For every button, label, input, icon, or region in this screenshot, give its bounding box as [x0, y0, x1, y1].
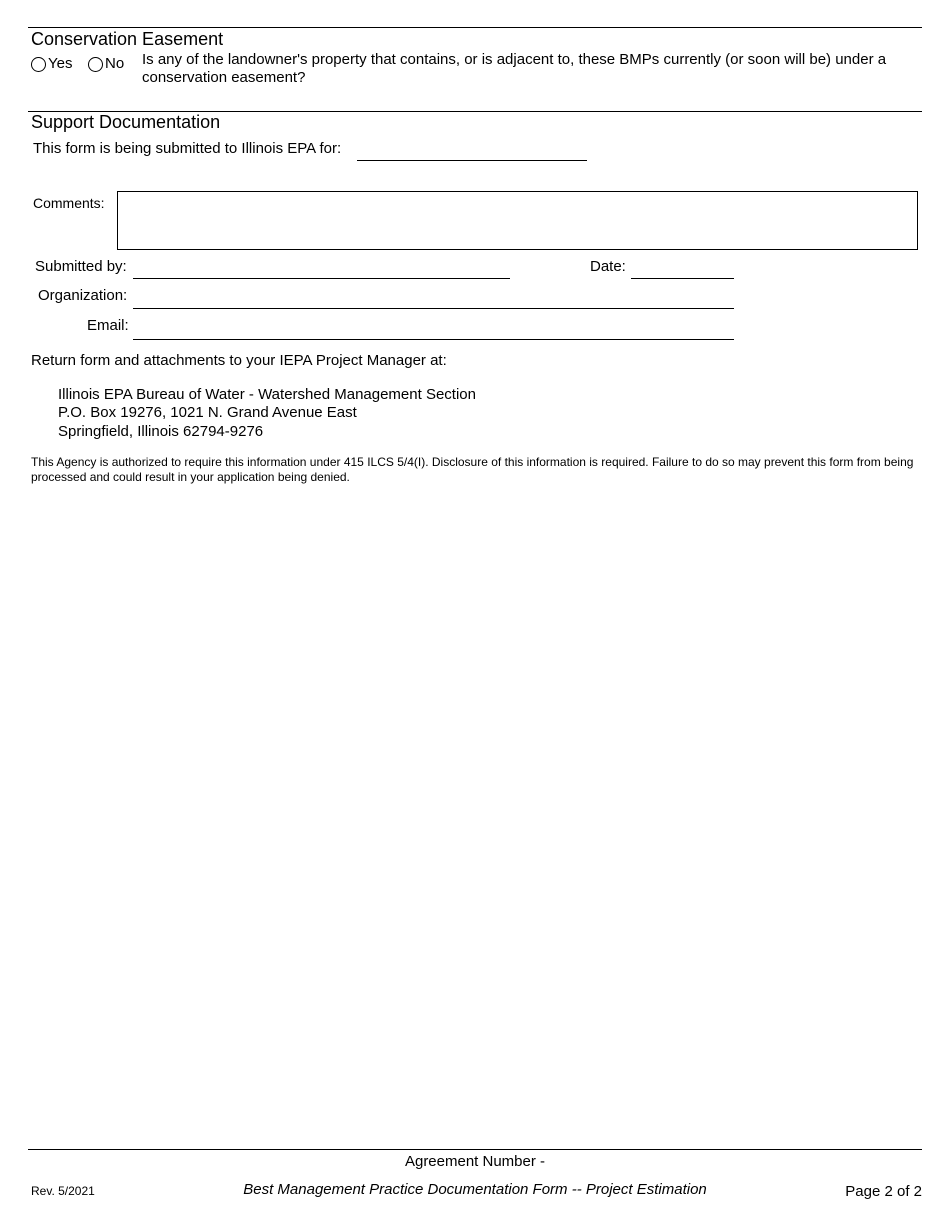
address-line-3: Springfield, Illinois 62794-9276 — [58, 423, 264, 440]
form-title: Best Management Practice Documentation Form -- Project Estimation — [243, 1181, 707, 1198]
submitted-to-label: This form is being submitted to Illinois EPA for: — [33, 140, 342, 157]
submitted-by-label: Submitted by: — [35, 258, 127, 275]
address-line-2: P.O. Box 19276, 1021 N. Grand Avenue East — [58, 404, 357, 421]
email-field[interactable] — [133, 321, 734, 340]
radio-circle-icon — [31, 57, 46, 72]
page-number: Page 2 of 2 — [845, 1183, 922, 1200]
submitted-by-field[interactable] — [133, 260, 510, 279]
easement-question: Is any of the landowner's property that contains, or is adjacent to, these BMPs currently (or soon will be) under a conservation easement? — [142, 51, 887, 86]
top-divider — [28, 27, 922, 28]
radio-circle-icon — [88, 57, 103, 72]
agreement-number: Agreement Number - — [404, 1153, 546, 1170]
email-label: Email: — [87, 317, 129, 334]
date-label: Date: — [590, 258, 626, 275]
revision-label: Rev. 5/2021 — [31, 1184, 95, 1198]
return-instruction: Return form and attachments to your IEPA Project Manager at: — [31, 352, 447, 369]
support-section-title: Support Documentation — [31, 112, 221, 132]
conservation-section-title: Conservation Easement — [31, 29, 224, 49]
footer-divider — [28, 1149, 922, 1150]
comments-label: Comments: — [33, 195, 105, 211]
address-line-1: Illinois EPA Bureau of Water - Watershed Management Section — [58, 386, 476, 403]
easement-yes-label: Yes — [48, 55, 73, 72]
comments-textarea[interactable] — [117, 191, 918, 250]
organization-label: Organization: — [38, 287, 128, 304]
easement-no-radio[interactable] — [88, 55, 124, 73]
easement-no-label: No — [105, 55, 125, 72]
date-field[interactable] — [631, 260, 734, 279]
organization-field[interactable] — [133, 290, 734, 309]
legal-disclaimer: This Agency is authorized to require this information under 415 ILCS 5/4(I). Disclosure of this information is required. Failure to do so may prevent this form from being processed and could result in your application being denied. — [31, 455, 914, 484]
easement-yes-radio[interactable] — [31, 55, 72, 73]
submitted-to-field[interactable] — [357, 142, 587, 161]
